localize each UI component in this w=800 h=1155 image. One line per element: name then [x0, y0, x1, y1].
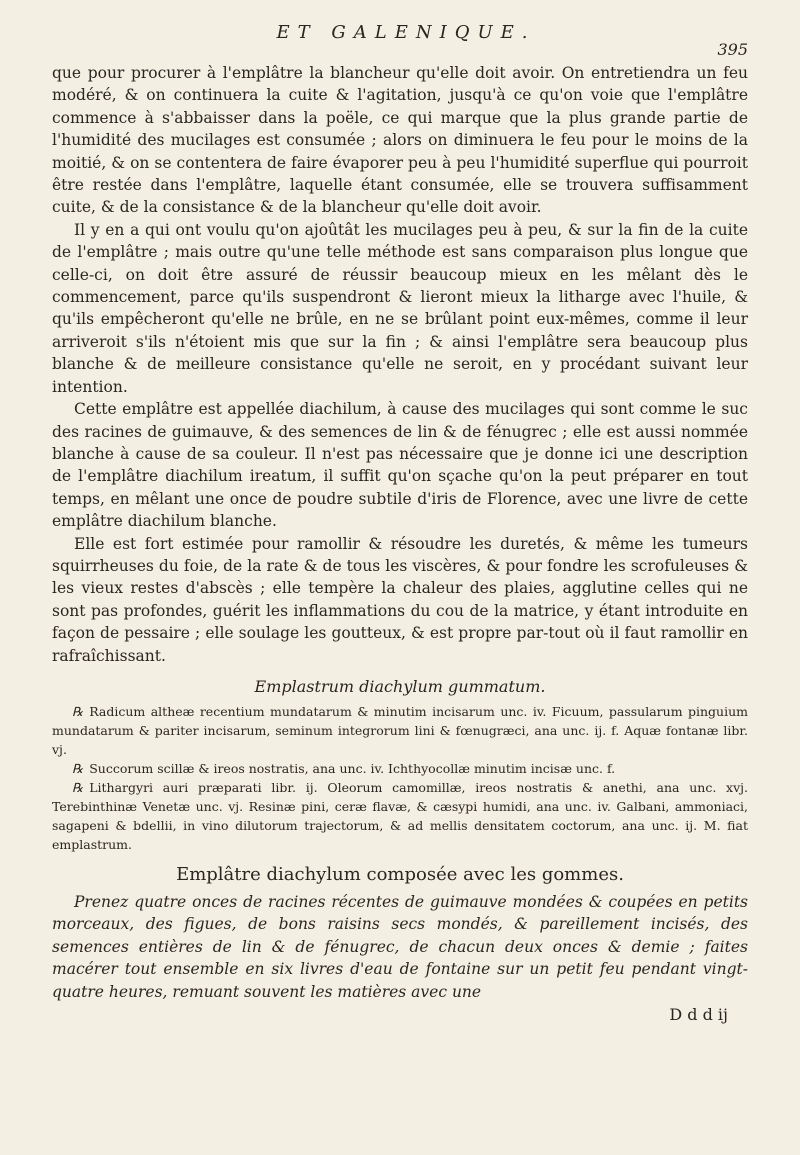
recipe-symbol: ℞: [72, 703, 84, 719]
french-recipe: [52, 891, 748, 1003]
paragraph: que pour procurer à l'emplâtre la blancheur qu'elle doit avoir. On entretiendra un feu modéré, & on continuera la cuite & l'agitation, jusqu'à ce qu'on voie que l'emplâtre commence à s'abbaisser dans la poële, ce qui marque que la plus grande partie de l'humidité des mucilages est consumée ; alors on diminuera le feu pour le moins de la moitié, & on se contentera de faire évaporer peu à peu l'humidité superflue qui pourroit être restée dans l'emplâtre, laquelle étant consumée, elle se trouvera suffisamment cuite, & de la consistance & de la blancheur qu'elle doit avoir.: [52, 64, 748, 217]
recipe-item: [52, 702, 748, 759]
page-number: 395: [717, 40, 748, 59]
recipe-item: [52, 778, 748, 854]
french-recipe-text: Prenez quatre onces de racines récentes de guimauve mondées & coupées en petits morceaux, des figues, de bons raisins secs mondés, & pareillement incisés, des semences entières de lin & de fénugrec, de chacun deux onces & demie ; faites macérer tout ensemble en six livres d'eau de fontaine sur un petit feu pendant vingt-quatre heures, remuant souvent les matières avec une: [52, 892, 748, 1001]
paragraph: Cette emplâtre est appellée diachilum, à cause des mucilages qui sont comme le suc des racines de guimauve, & des semences de lin & de fénugrec ; elle est aussi nommée blanche à cause de sa couleur. Il n'est pas nécessaire que je donne ici une description de l'emplâtre diachilum ireatum, il suffit qu'on sçache qu'on la peut préparer en tout temps, en mêlant une once de poudre subtile d'iris de Florence, avec une livre de cette emplâtre diachilum blanche.: [52, 400, 748, 531]
recipe-text: Lithargyri auri præparati libr. ij. Oleorum camomillæ, ireos nostratis & anethi, ana unc. xvj. Terebinthinæ Venetæ unc. vj. Resinæ pini, ceræ flavæ, & cæsypi humidi, ana unc. iv. Galbani, ammoniaci, sagapeni & bdellii, in vino dilutorum trajectorum, & ad mellis densitatem coctorum, ana unc. ij. M. fiat emplastrum.: [52, 779, 748, 852]
recipe-text: Radicum altheæ recentium mundatarum & minutim incisarum unc. iv. Ficuum, passularum pinguium mundatarum & pariter incisarum, seminum integrorum lini & fœnugræci, ana unc. ij. f. Aquæ fontanæ libr. vj.: [52, 703, 748, 757]
recipe-symbol: ℞: [72, 779, 84, 795]
body-text: [52, 62, 748, 667]
running-head: ET GALENIQUE.: [276, 22, 536, 43]
recipe-symbol: ℞: [72, 760, 84, 776]
latin-recipe: [52, 702, 748, 854]
latin-recipe-title: Emplastrum diachylum gummatum.: [254, 676, 546, 696]
french-title: Emplâtre diachylum composée avec les gommes.: [176, 863, 624, 885]
signature-mark: D d d ij: [669, 1005, 728, 1024]
paragraph: Il y en a qui ont voulu qu'on ajoûtât les mucilages peu à peu, & sur la fin de la cuite de l'emplâtre ; mais outre qu'une telle méthode est sans comparaison plus longue que celle-ci, on doit être assuré de réussir beaucoup mieux en les mêlant dès le commencement, parce qu'ils suspendront & lieront mieux la litharge avec l'huile, & qu'ils empêcheront qu'elle ne brûle, en ne se brûlant point eux-mêmes, comme il leur arriveroit s'ils n'étoient mis que sur la fin ; & ainsi l'emplâtre sera beaucoup plus blanche & de meilleure consistance qu'elle ne seroit, en y procédant suivant leur intention.: [52, 220, 748, 396]
paragraph: Elle est fort estimée pour ramollir & résoudre les duretés, & même les tumeurs squirrheuses du foie, de la rate & de tous les viscères, & pour fondre les scrofuleuses & les vieux restes d'abscès ; elle tempère la chaleur des plaies, agglutine celles qui ne sont pas profondes, guérit les inflammations du cou de la matrice, y étant introduite en façon de pessaire ; elle soulage les goutteux, & est propre par-tout où il faut ramollir en rafraîchissant.: [52, 534, 748, 665]
recipe-item: [52, 759, 748, 778]
recipe-text: Succorum scillæ & ireos nostratis, ana unc. iv. Ichthyocollæ minutim incisæ unc. f.: [89, 760, 616, 776]
